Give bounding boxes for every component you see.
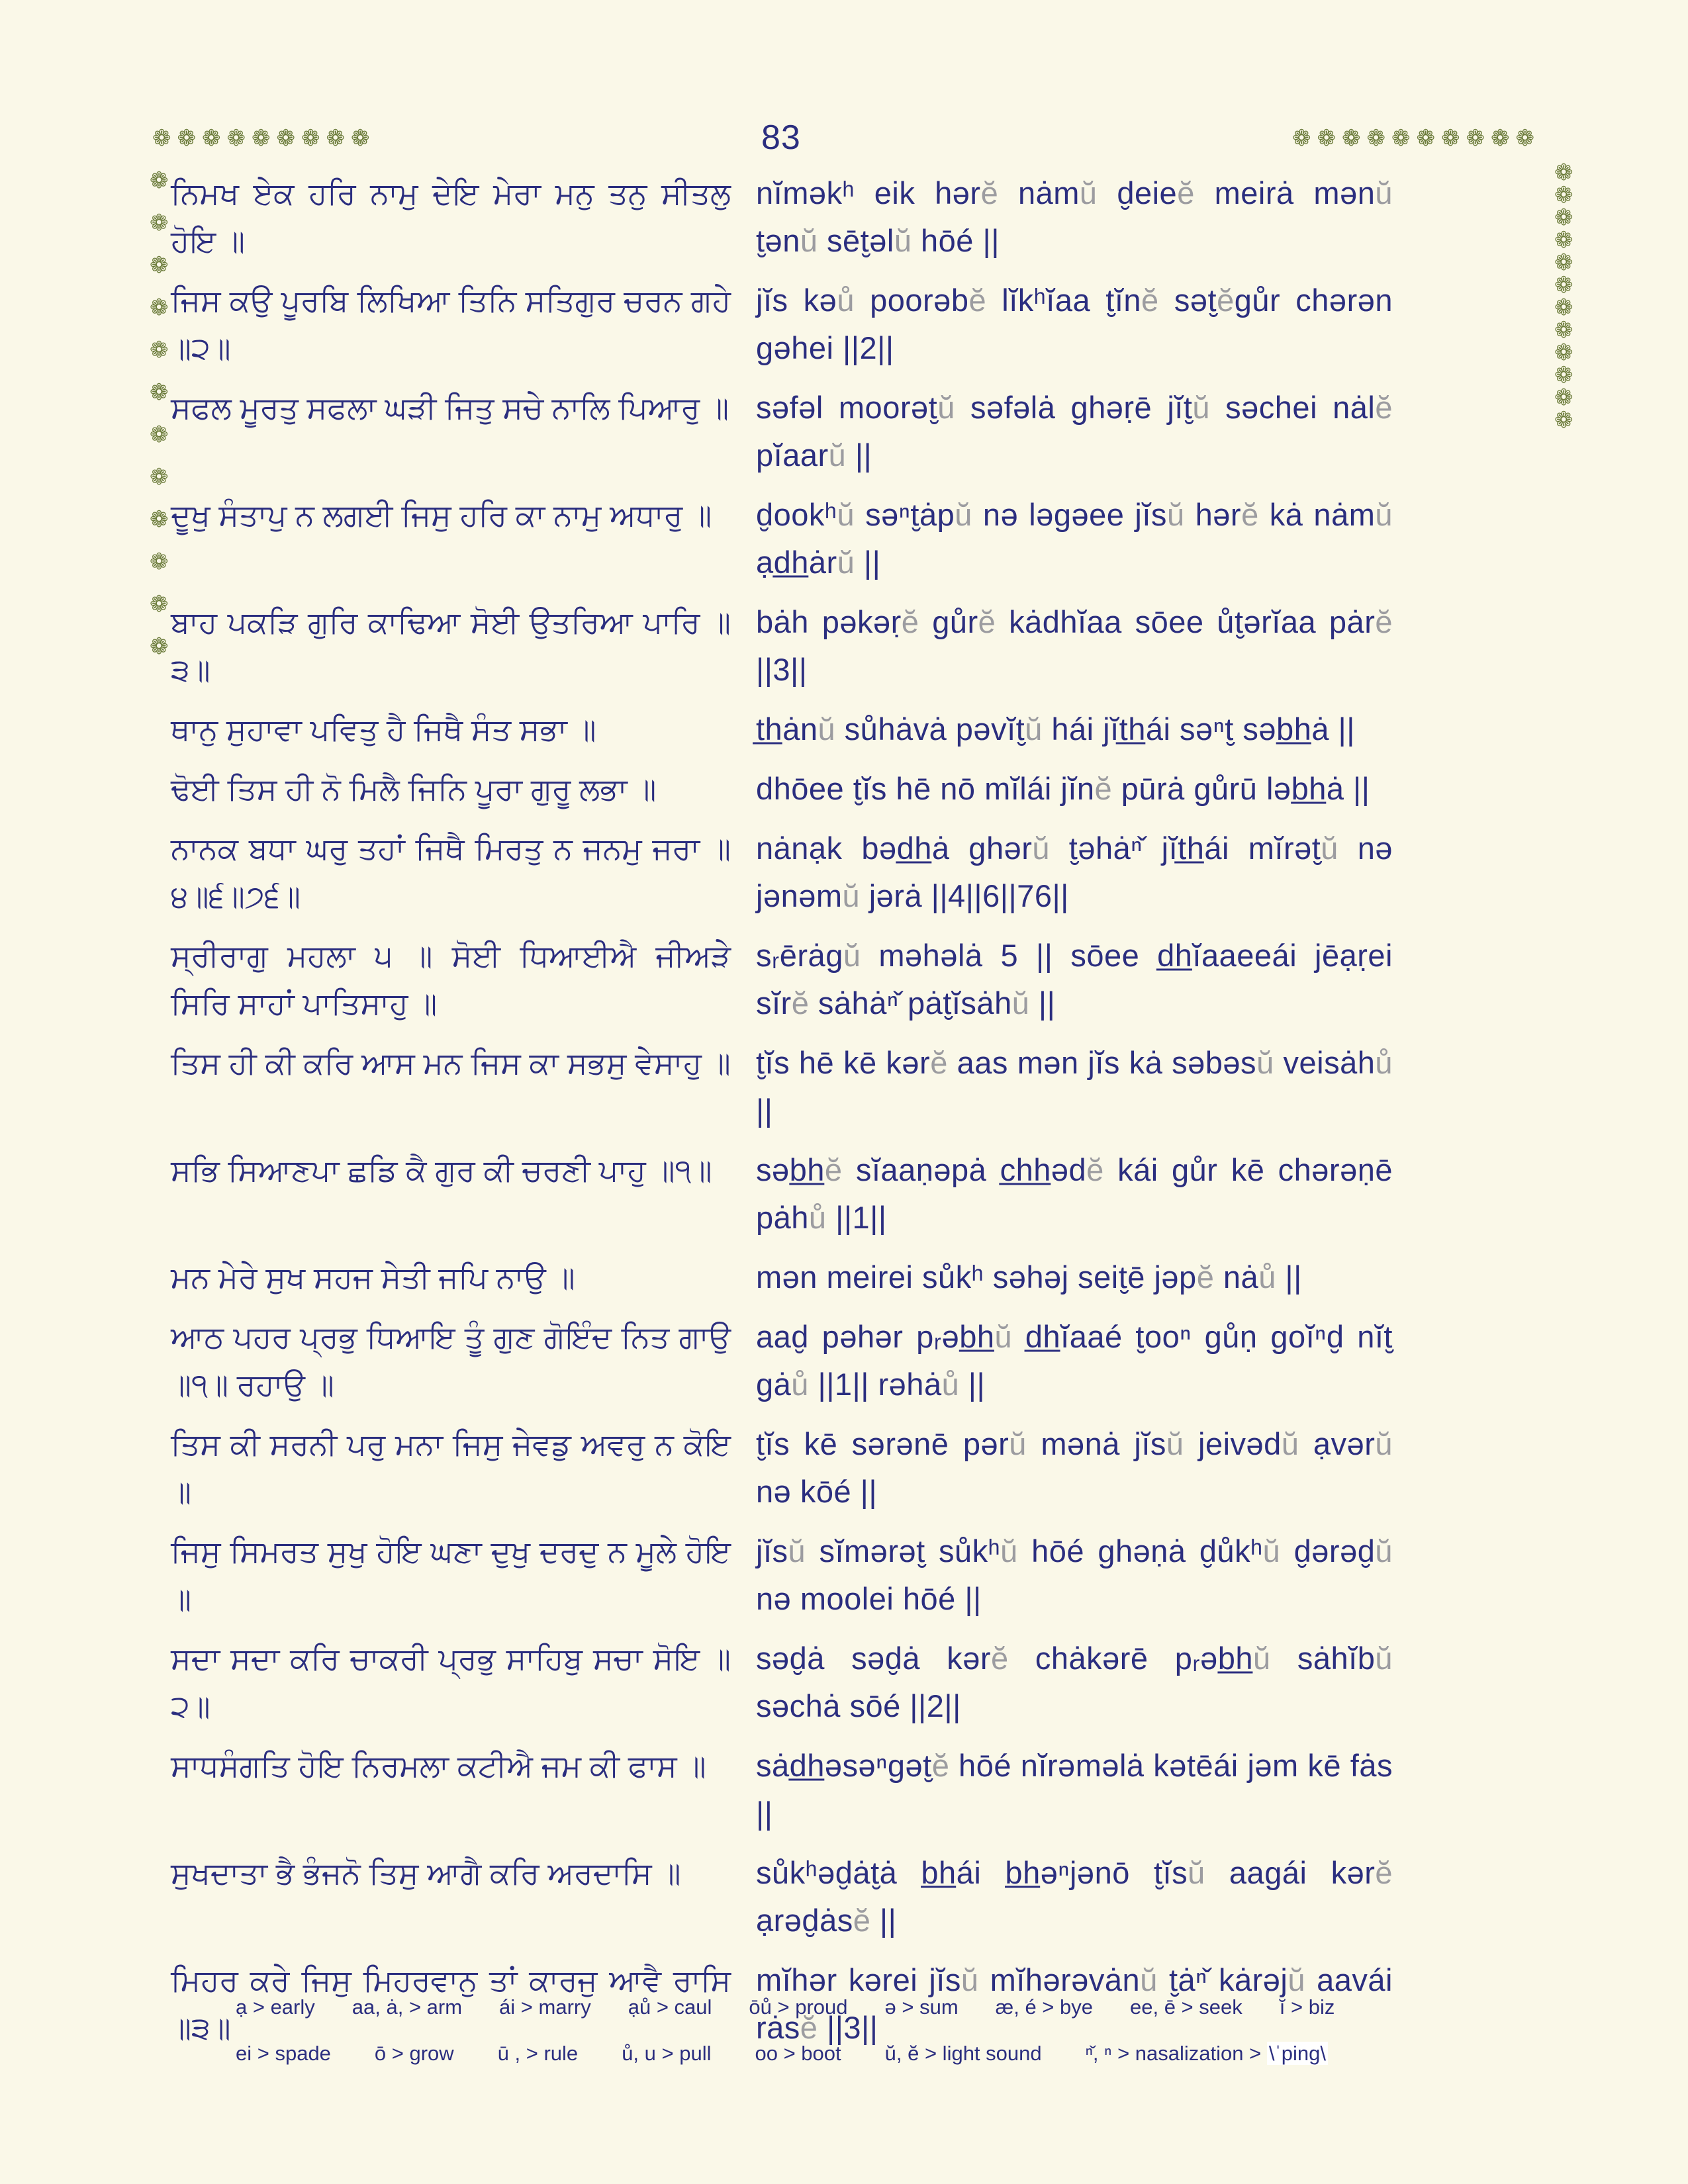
flower-ornament-icon: ❁ [150,592,169,617]
flower-ornament-icon: ❁ [276,126,295,151]
transliteration-text: nĭməkʰ eik hərĕ nȧmŭ d̮eieĕ meirȧ mənŭ t̮ənŭ sēt̮əlŭ hōé || [756,175,1393,258]
legend-row-1 [236,1995,1467,2019]
ornament-row-top-right [1292,127,1534,150]
gurmukhi-text: ਮਿਹਰ ਕਰੇ ਜਿਸੁ ਮਿਹਰਵਾਨੁ ਤਾਂ ਕਾਰਜੁ ਆਵੈ ਰਾਸਿ ॥੩॥ [171,1963,731,2045]
flower-ornament-icon: ❁ [1391,126,1411,151]
flower-ornament-icon: ❁ [1554,228,1573,253]
ornament-column-right [1554,161,1573,432]
legend-item: ⁿ̌, ⁿ > nasalization > \ˈping\ [1086,2041,1328,2066]
gurmukhi-text: ਥਾਨੁ ਸੁਹਾਵਾ ਪਵਿਤੁ ਹੈ ਜਿਥੈ ਸੰਤ ਸਭਾ ॥ [171,712,596,747]
flower-ornament-icon: ❁ [150,465,169,490]
flower-ornament-icon: ❁ [301,126,320,151]
gurmukhi-text: ਸਫਲ ਮੂਰਤੁ ਸਫਲਾ ਘੜੀ ਜਿਤੁ ਸਚੇ ਨਾਲਿ ਪਿਆਰੁ ॥ [171,390,729,425]
flower-ornament-icon: ❁ [150,634,169,659]
legend-item: æ, é > bye [995,1995,1093,2019]
legend-item: ei > spade [236,2042,331,2065]
transliteration-text: dhōee t̮ĭs hē nō mĭlái jĭnĕ pūrȧ gůrū ləb̲h̲ȧ || [756,771,1370,806]
flower-ornament-icon: ❁ [150,210,169,236]
gurmukhi-text: ਨਾਨਕ ਬਧਾ ਘਰੁ ਤਹਾਂ ਜਿਥੈ ਮਿਰਤੁ ਨ ਜਨਮੁ ਜਰਾ ॥੪॥੬॥੭੬॥ [171,831,731,913]
flower-ornament-icon: ❁ [252,126,271,151]
flower-ornament-icon: ❁ [1466,126,1485,151]
gurmukhi-text: ਸਦਾ ਸਦਾ ਕਰਿ ਚਾਕਰੀ ਪ੍ਰਭੁ ਸਾਹਿਬੁ ਸਚਾ ਸੋਇ ॥੨॥ [171,1641,731,1723]
transliteration-text: t̲h̲ȧnŭ sůhȧvȧ pəvĭt̮ŭ hái jĭt̲h̲ái səⁿt̮ səb̲h̲ȧ || [756,711,1355,747]
flower-ornament-icon: ❁ [1416,126,1435,151]
gurmukhi-text: ਢੋਈ ਤਿਸ ਹੀ ਨੋ ਮਿਲੈ ਜਿਨਿ ਪੂਰਾ ਗੁਰੂ ਲਭਾ ॥ [171,772,657,806]
legend-row-2 [236,2041,1467,2066]
transliteration-text: jĭsŭ sĭmərət̮ sůkʰŭ hōé ghəṇȧ d̮ůkʰŭ d̮ərəd̮ŭ nə moolei hōé || [756,1533,1393,1616]
gurmukhi-text: ਨਿਮਖ ਏਕ ਹਰਿ ਨਾਮੁ ਦੇਇ ਮੇਰਾ ਮਨੁ ਤਨੁ ਸੀਤਲੁ ਹੋਇ ॥ [171,176,731,258]
transliteration-text: d̮ookʰŭ səⁿt̮ȧpŭ nə ləgəee jĭsŭ hərĕ kȧ nȧmŭ ạd̲h̲ȧrŭ || [756,497,1393,580]
flower-ornament-icon: ❁ [150,253,169,278]
transliteration-text: səb̲h̲ĕ sĭaaṇəpȧ c̲h̲h̲ədĕ kái gůr kē chərəṇē pȧhů ||1|| [756,1152,1393,1235]
transliteration-text: jĭs kəů poorəbĕ lĭkʰĭaa t̮ĭnĕ sət̮ĕgůr chərən gəhei ||2|| [756,283,1393,365]
flower-ornament-icon: ❁ [1342,126,1361,151]
ornament-row-top-left [152,127,370,150]
transliteration-text: sᵣērȧgŭ məhəlȧ 5 || sōee d̲h̲ĭaaeeái jēạṛei sĭrĕ sȧhȧⁿ̌ pȧt̮ĭsȧhŭ || [756,938,1393,1021]
transliteration-text: nȧnạk bəd̲h̲ȧ ghərŭ t̮əhȧⁿ̌ jĭt̲h̲ái mĭrət̮ŭ nə jənəmŭ jərȧ ||4||6||76|| [756,831,1393,913]
flower-ornament-icon: ❁ [1317,126,1336,151]
transliteration-text: səfəl moorət̮ŭ səfəlȧ ghəṛē jĭt̮ŭ səchei nȧlĕ pĭaarŭ || [756,390,1393,473]
transliteration-text: mən meirei sůkʰ səhəj seit̮ē jəpĕ nȧů || [756,1259,1302,1295]
flower-ornament-icon: ❁ [226,126,246,151]
flower-ornament-icon: ❁ [150,295,169,320]
flower-ornament-icon: ❁ [150,422,169,447]
flower-ornament-icon: ❁ [1491,126,1510,151]
legend-item: ĭ > biz [1279,1995,1335,2019]
flower-ornament-icon: ❁ [351,126,370,151]
legend-item: ō > grow [374,2042,454,2065]
page-number: 83 [761,118,801,157]
legend-highlight: \ˈping\ [1267,2042,1328,2065]
legend-item: ŭ, ĕ > light sound [884,2042,1042,2065]
gurmukhi-text: ਬਾਹ ਪਕੜਿ ਗੁਰਿ ਕਾਢਿਆ ਸੋਈ ਉਤਰਿਆ ਪਾਰਿ ॥੩॥ [171,605,731,687]
flower-ornament-icon: ❁ [150,507,169,532]
legend-item: oo > boot [755,2042,841,2065]
gurmukhi-text: ਮਨ ਮੇਰੇ ਸੁਖ ਸਹਜ ਸੇਤੀ ਜਪਿ ਨਾਉ ॥ [171,1260,575,1295]
legend-item: ū , > rule [497,2042,579,2065]
transliteration-text: sȧd̲h̲əsəⁿgət̮ĕ hōé nĭrəməlȧ kətēái jəm kē fȧs || [756,1748,1393,1831]
legend-item: ee, ē > seek [1130,1995,1243,2019]
gurmukhi-text: ਜਿਸ ਕਉ ਪੂਰਬਿ ਲਿਖਿਆ ਤਿਨਿ ਸਤਿਗੁਰ ਚਰਨ ਗਹੇ ॥੨॥ [171,283,731,365]
gurmukhi-text: ਤਿਸ ਕੀ ਸਰਨੀ ਪਰੁ ਮਨਾ ਜਿਸੁ ਜੇਵਡੁ ਅਵਰੁ ਨ ਕੋਇ ॥ [171,1427,731,1509]
flower-ornament-icon: ❁ [1554,318,1573,343]
legend-item: ạ > early [236,1995,315,2019]
transliteration-text: t̮ĭs kē sərənē pərŭ mənȧ jĭsŭ jeivədŭ ạvərŭ nə kōé || [756,1426,1393,1509]
flower-ornament-icon: ❁ [1554,250,1573,275]
transliteration-text: mĭhər kərei jĭsŭ mĭhərəvȧnŭ t̮ȧⁿ̌ kȧrəjŭ aavái rȧsĕ ||3|| [756,1962,1393,2045]
transliteration-text: bȧh pəkəṛĕ gůrĕ kȧdhĭaa sōee ůt̮ərĭaa pȧrĕ ||3|| [756,604,1393,687]
gurmukhi-text: ਸ੍ਰੀਰਾਗੁ ਮਹਲਾ ੫ ॥ ਸੋਈ ਧਿਆਈਐ ਜੀਅੜੇ ਸਿਰਿ ਸਾਹਾਂ ਪਾਤਿਸਾਹੁ ॥ [171,938,731,1021]
transliteration-text: sůkʰəd̮ȧt̮ȧ b̲h̲ái b̲h̲əⁿjənō t̮ĭsŭ aagái kərĕ ạrəd̮ȧsĕ || [756,1855,1393,1938]
flower-ornament-icon: ❁ [202,126,221,151]
flower-ornament-icon: ❁ [150,168,169,193]
transliteration-text: t̮ĭs hē kē kərĕ aas mən jĭs kȧ səbəsŭ veisȧhů || [756,1045,1393,1128]
gurmukhi-text: ਦੂਖੁ ਸੰਤਾਪੁ ਨ ਲਗਈ ਜਿਸੁ ਹਰਿ ਕਾ ਨਾਮੁ ਅਧਾਰੁ ॥ [171,498,712,532]
flower-ornament-icon: ❁ [1554,205,1573,230]
gurmukhi-text: ਸੁਖਦਾਤਾ ਭੈ ਭੰਜਨੋ ਤਿਸੁ ਆਗੈ ਕਰਿ ਅਰਦਾਸਿ ॥ [171,1856,681,1890]
gurmukhi-text: ਸਭਿ ਸਿਆਣਪਾ ਛਡਿ ਕੈ ਗੁਰ ਕੀ ਚਰਣੀ ਪਾਹੁ ॥੧॥ [171,1153,712,1187]
gurmukhi-text: ਜਿਸੁ ਸਿਮਰਤ ਸੁਖੁ ਹੋਇ ਘਣਾ ਦੁਖੁ ਦਰਦੁ ਨ ਮੂਲੇ ਹੋਇ ॥ [171,1534,731,1616]
legend-item: aa, ȧ, > arm [352,1995,463,2019]
flower-ornament-icon: ❁ [1554,408,1573,433]
legend-item: ů, u > pull [622,2042,712,2065]
legend-item: ōů > proud [749,1995,848,2019]
flower-ornament-icon: ❁ [1554,340,1573,365]
gurmukhi-text: ਤਿਸ ਹੀ ਕੀ ਕਰਿ ਆਸ ਮਨ ਜਿਸ ਕਾ ਸਭਸੁ ਵੇਸਾਹੁ ॥ [171,1046,731,1080]
flower-ornament-icon: ❁ [1554,295,1573,320]
pronunciation-legend [236,1995,1467,2066]
flower-ornament-icon: ❁ [152,126,171,151]
gurmukhi-text: ਆਠ ਪਹਰ ਪ੍ਰਭੁ ਧਿਆਇ ਤੂੰ ਗੁਣ ਗੋਇੰਦ ਨਿਤ ਗਾਉ ॥੧॥ ਰਹਾਉ ॥ [171,1320,731,1402]
legend-item: ə > sum [884,1995,959,2019]
ornament-column-left [150,169,169,658]
legend-item: ạů > caul [628,1995,712,2019]
flower-ornament-icon: ❁ [150,380,169,405]
gurmukhi-text: ਸਾਧਸੰਗਤਿ ਹੋਇ ਨਿਰਮਲਾ ਕਟੀਐ ਜਮ ਕੀ ਫਾਸ ॥ [171,1749,706,1783]
transliteration-text: səd̮ȧ səd̮ȧ kərĕ chȧkərē pᵣəb̲h̲ŭ sȧhĭbŭ səchȧ sōé ||2|| [756,1641,1393,1723]
flower-ornament-icon: ❁ [150,338,169,363]
legend-item: ái > marry [499,1995,591,2019]
flower-ornament-icon: ❁ [1554,363,1573,388]
flower-ornament-icon: ❁ [326,126,345,151]
flower-ornament-icon: ❁ [1554,160,1573,185]
flower-ornament-icon: ❁ [1366,126,1385,151]
flower-ornament-icon: ❁ [1554,183,1573,208]
flower-ornament-icon: ❁ [1292,126,1311,151]
flower-ornament-icon: ❁ [1515,126,1534,151]
flower-ornament-icon: ❁ [150,549,169,574]
flower-ornament-icon: ❁ [177,126,196,151]
transliteration-text: aad̮ pəhər pᵣəb̲h̲ŭ d̲h̲ĭaaé t̮ooⁿ gůṇ goĭⁿd̮ nĭt̮ gȧů ||1|| rəhȧů || [756,1319,1393,1402]
flower-ornament-icon: ❁ [1554,385,1573,410]
verse-table [171,169,1393,2052]
flower-ornament-icon: ❁ [1554,273,1573,298]
flower-ornament-icon: ❁ [1441,126,1460,151]
